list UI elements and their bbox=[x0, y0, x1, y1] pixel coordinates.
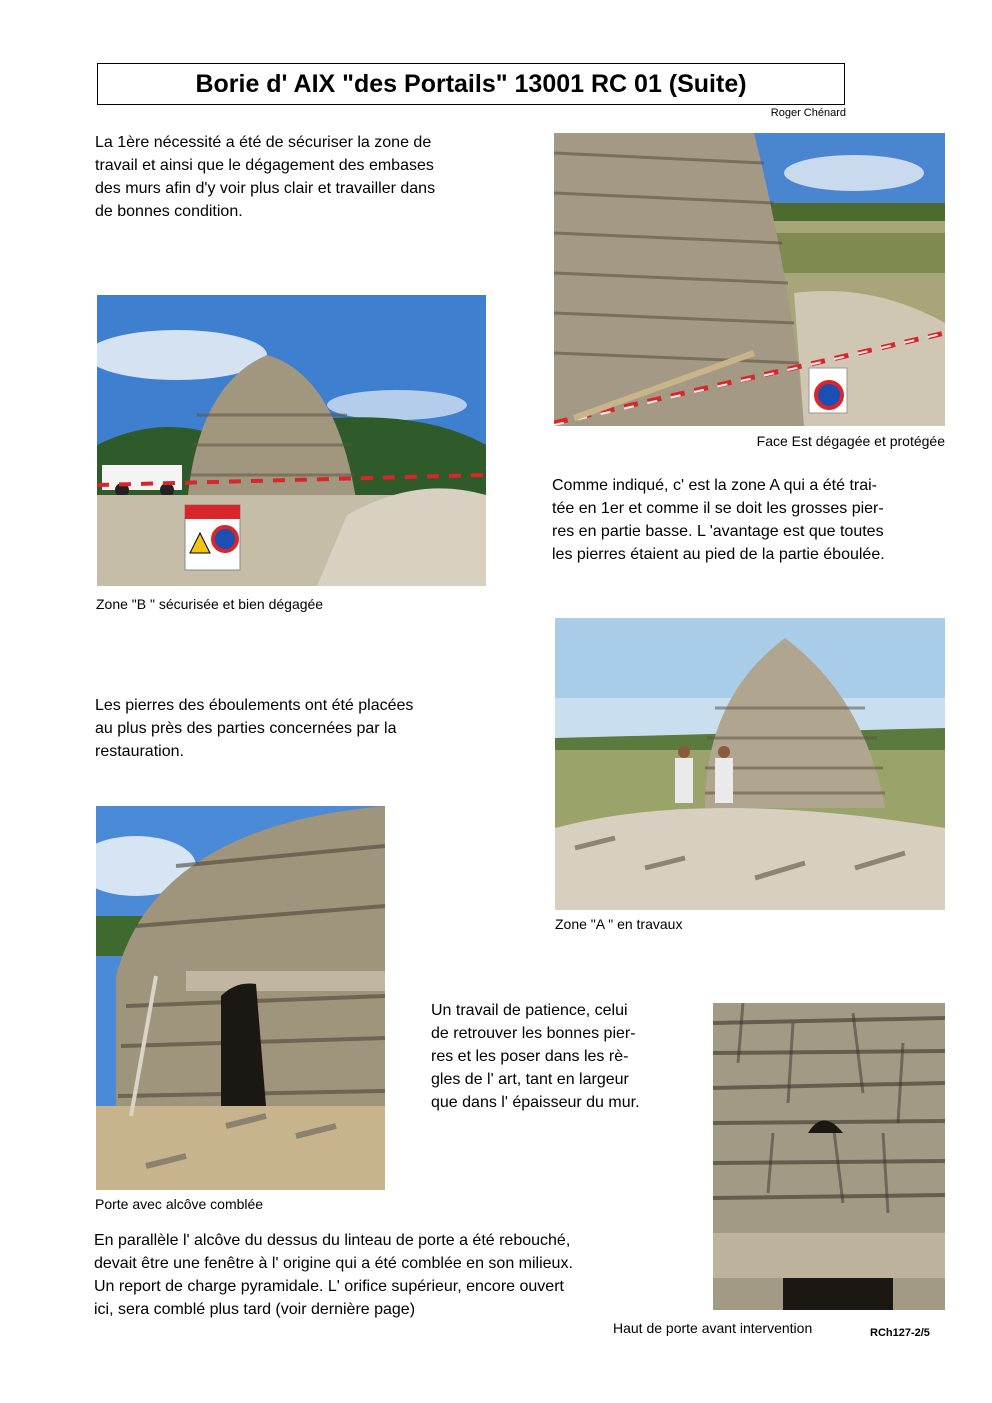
text-line: tée en 1er et comme il se doit les grosses pier- bbox=[552, 500, 884, 517]
caption-door: Porte avec alcôve comblée bbox=[95, 1196, 264, 1212]
paragraph-alcove bbox=[94, 1229, 573, 1321]
caption-zone-b: Zone "B " sécurisée et bien dégagée bbox=[96, 596, 324, 612]
text-line: les pierres étaient au pied de la partie éboulée. bbox=[552, 546, 885, 563]
text-line: ici, sera comblé plus tard (voir dernière page) bbox=[94, 1301, 416, 1318]
text-line: Comme indiqué, c' est la zone A qui a été trai- bbox=[552, 477, 878, 494]
text-line: des murs afin d'y voir plus clair et travailler dans bbox=[95, 180, 436, 197]
photo-east-face bbox=[554, 133, 945, 426]
text-line: restauration. bbox=[95, 743, 184, 760]
text-line: Les pierres des éboulements ont été placées bbox=[95, 697, 414, 714]
photo-door bbox=[96, 806, 385, 1190]
text-line: res et les poser dans les rè- bbox=[431, 1048, 629, 1065]
paragraph-stones bbox=[95, 694, 413, 763]
title-box bbox=[97, 63, 845, 105]
caption-zone-a: Zone "A " en travaux bbox=[555, 916, 683, 932]
text-line: de retrouver les bonnes pier- bbox=[431, 1025, 636, 1042]
paragraph-securing bbox=[95, 131, 435, 223]
paragraph-patience bbox=[431, 999, 640, 1114]
text-line: devait être une fenêtre à l' origine qui a été comblée en son milieux. bbox=[94, 1255, 573, 1272]
text-line: de bonnes condition. bbox=[95, 203, 243, 220]
author-name: Roger Chénard bbox=[770, 107, 846, 119]
photo-lintel bbox=[713, 1003, 945, 1310]
caption-lintel: Haut de porte avant intervention bbox=[613, 1320, 813, 1336]
page-reference: RCh127-2/5 bbox=[870, 1327, 930, 1339]
text-line: La 1ère nécessité a été de sécuriser la zone de bbox=[95, 134, 432, 151]
text-line: au plus près des parties concernées par la bbox=[95, 720, 397, 737]
caption-east-face: Face Est dégagée et protégée bbox=[756, 433, 945, 449]
text-line: Un travail de patience, celui bbox=[431, 1002, 628, 1019]
photo-zone-b bbox=[97, 295, 486, 586]
text-line: travail et ainsi que le dégagement des embases bbox=[95, 157, 434, 174]
text-line: Un report de charge pyramidale. L' orifice supérieur, encore ouvert bbox=[94, 1278, 564, 1295]
paragraph-zone-a bbox=[552, 474, 885, 566]
text-line: que dans l' épaisseur du mur. bbox=[431, 1094, 640, 1111]
text-line: gles de l' art, tant en largeur bbox=[431, 1071, 629, 1088]
text-line: En parallèle l' alcôve du dessus du linteau de porte a été rebouché, bbox=[94, 1232, 571, 1249]
page-title: Borie d' AIX "des Portails" 13001 RC 01 (Suite) bbox=[195, 69, 747, 98]
photo-zone-a bbox=[555, 618, 945, 910]
text-line: res en partie basse. L 'avantage est que toutes bbox=[552, 523, 884, 540]
